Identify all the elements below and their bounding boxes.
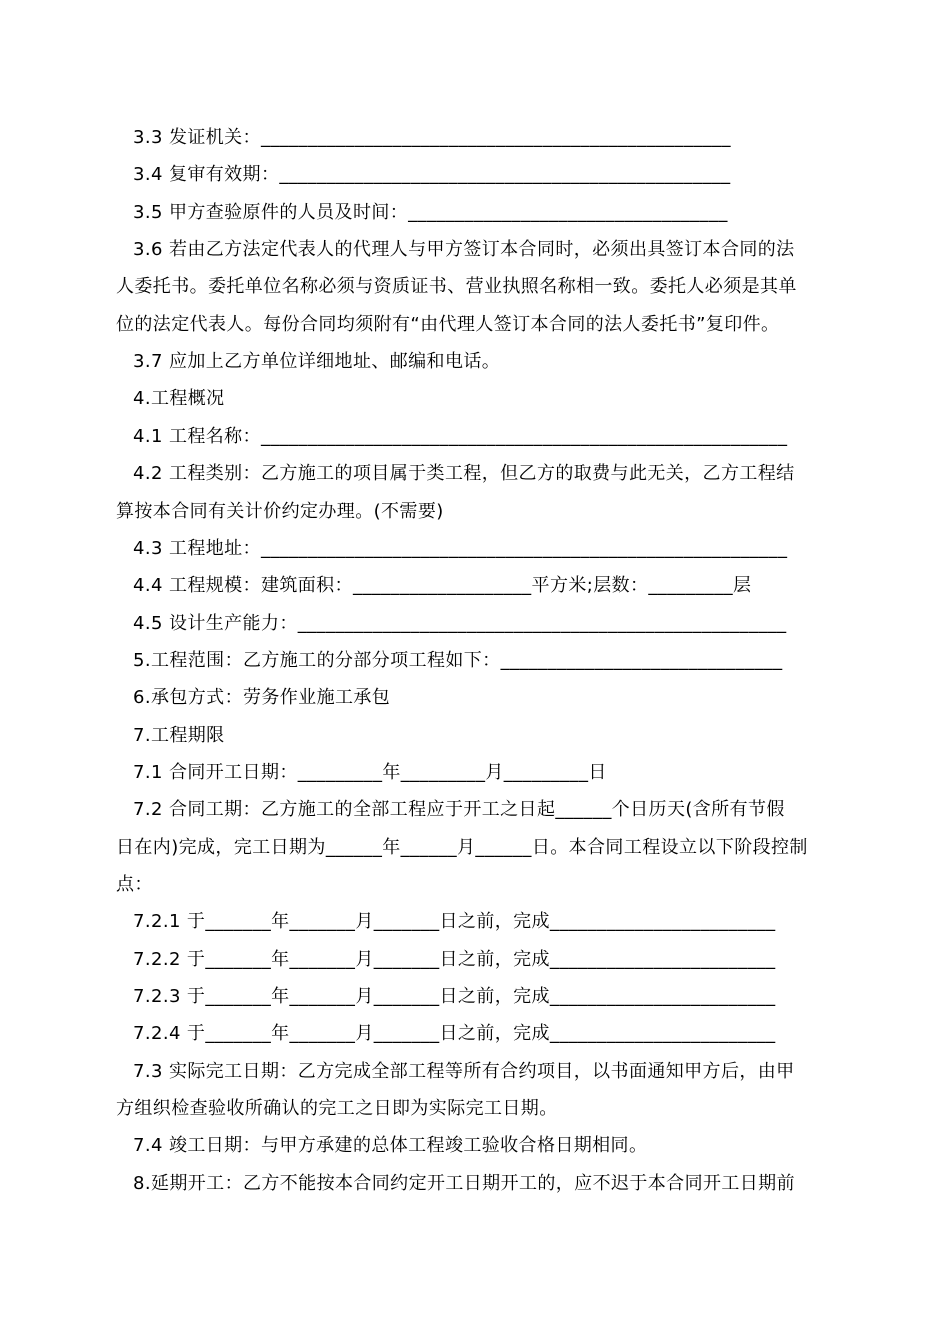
clause-7-2-3: 7.2.3 于_______年_______月_______日之前，完成________________________	[133, 986, 776, 1007]
clause-4-3: 4.3 工程地址：________________________________________________________	[133, 538, 788, 559]
clause-7-2-1: 7.2.1 于_______年_______月_______日之前，完成________________________	[133, 911, 776, 932]
clause-3-4: 3.4 复审有效期：________________________________________________	[133, 164, 731, 185]
section-4-heading: 4.工程概况	[133, 388, 225, 409]
clause-4-4: 4.4 工程规模：建筑面积：___________________平方米;层数：_________层	[133, 575, 752, 596]
section-8: 8.延期开工：乙方不能按本合同约定开工日期开工的，应不迟于本合同开工日期前	[133, 1173, 795, 1194]
clause-4-5: 4.5 设计生产能力：____________________________________________________	[133, 613, 787, 634]
clause-7-2-line3: 点：	[116, 874, 153, 895]
clause-7-2-line1: 7.2 合同工期：乙方施工的全部工程应于开工之日起______个日历天(含所有节假	[133, 799, 785, 820]
clause-3-6-line1: 3.6 若由乙方法定代表人的代理人与甲方签订本合同时，必须出具签订本合同的法	[133, 239, 795, 260]
clause-4-2-line2: 算按本合同有关计价约定办理。(不需要)	[116, 501, 444, 522]
clause-7-2-line2: 日在内)完成，完工日期为______年______月______日。本合同工程设立以下阶段控制	[116, 837, 808, 858]
section-5: 5.工程范围：乙方施工的分部分项工程如下：______________________________	[133, 650, 783, 671]
clause-3-3: 3.3 发证机关：__________________________________________________	[133, 127, 731, 148]
clause-3-6-line3: 位的法定代表人。每份合同均须附有“由代理人签订本合同的法人委托书”复印件。	[116, 314, 780, 335]
clause-4-2-line1: 4.2 工程类别：乙方施工的项目属于类工程，但乙方的取费与此无关，乙方工程结	[133, 463, 795, 484]
clause-7-2-2: 7.2.2 于_______年_______月_______日之前，完成________________________	[133, 949, 776, 970]
clause-3-5: 3.5 甲方查验原件的人员及时间：__________________________________	[133, 202, 728, 223]
clause-3-7: 3.7 应加上乙方单位详细地址、邮编和电话。	[133, 351, 501, 372]
clause-7-3-line2: 方组织检查验收所确认的完工之日即为实际完工日期。	[116, 1098, 558, 1119]
clause-4-1: 4.1 工程名称：________________________________________________________	[133, 426, 788, 447]
clause-7-2-4: 7.2.4 于_______年_______月_______日之前，完成________________________	[133, 1023, 776, 1044]
clause-7-4: 7.4 竣工日期：与甲方承建的总体工程竣工验收合格日期相同。	[133, 1135, 648, 1156]
clause-7-1: 7.1 合同开工日期：_________年_________月_________日	[133, 762, 607, 783]
section-6: 6.承包方式：劳务作业施工承包	[133, 687, 391, 708]
section-7-heading: 7.工程期限	[133, 725, 225, 746]
clause-7-3-line1: 7.3 实际完工日期：乙方完成全部工程等所有合约项目，以书面通知甲方后，由甲	[133, 1061, 795, 1082]
clause-3-6-line2: 人委托书。委托单位名称必须与资质证书、营业执照名称相一致。委托人必须是其单	[116, 276, 797, 297]
